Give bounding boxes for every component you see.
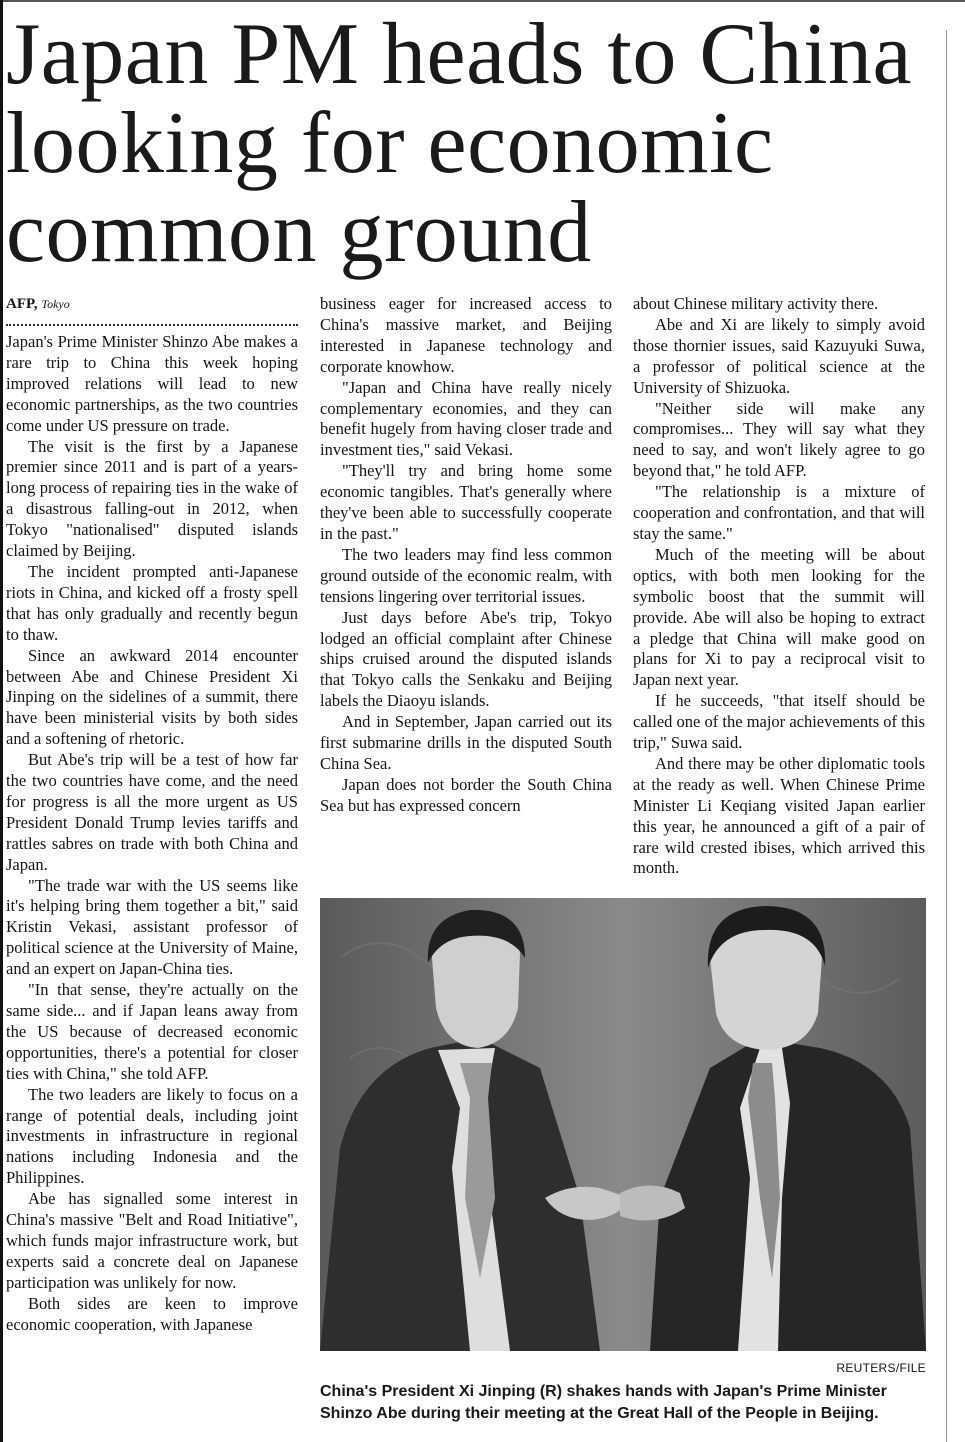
paragraph: The visit is the first by a Japanese premier since 2011 and is part of a years-long process of repairing ties in the wake of a disastrous falling-out in 2012, when Tokyo "nationalised" disputed islands claimed by Beijing. xyxy=(6,436,298,561)
news-photo xyxy=(320,898,926,1351)
byline-divider xyxy=(6,314,298,326)
paragraph: Abe has signalled some interest in China's massive "Belt and Road Initiative", which funds major infrastructure work, but experts said a concrete deal on Japanese participation was unlikely for now. xyxy=(6,1189,298,1292)
paragraph: And there may be other diplomatic tools at the ready as well. When Chinese Prime Minister Li Keqiang visited Japan earlier this year, he announced a gift of a pair of rare wild crested ibises, which arrived this month. xyxy=(633,753,925,878)
headline: Japan PM heads to China looking for economic common ground xyxy=(6,6,913,281)
article-column-3 xyxy=(633,294,925,879)
paragraph: But Abe's trip will be a test of how far the two countries have come, and the need for progress is all the more urgent as US President Donald Trump levies tariffs and rattles sabres on trade with both China and Japan. xyxy=(6,750,298,874)
paragraph: Japan's Prime Minister Shinzo Abe makes a rare trip to China this week hoping improved relations will lead to new economic partnerships, as the two countries come under US pressure on trade. xyxy=(6,332,298,435)
byline xyxy=(6,294,298,314)
paragraph: If he succeeds, "that itself should be called one of the major achievements of this trip," Suwa said. xyxy=(633,691,925,753)
article-column-1 xyxy=(6,294,298,1336)
left-rule xyxy=(0,0,3,1442)
paragraph: "They'll try and bring home some economic tangibles. That's generally where they've been able to successfully cooperate in the past." xyxy=(320,461,612,543)
paragraph: The two leaders are likely to focus on a range of potential deals, including joint investments in infrastructure in regional nations including Indonesia and the Philippines. xyxy=(6,1084,298,1188)
byline-agency: AFP, xyxy=(6,296,38,312)
paragraph: "The relationship is a mixture of cooperation and confrontation, and that will stay the same." xyxy=(633,482,925,543)
byline-city: Tokyo xyxy=(41,297,70,311)
paragraph: Much of the meeting will be about optics, with both men looking for the symbolic boost that the summit will provide. Abe will also be hoping to extract a pledge that China will make good on plans for Xi to pay a reciprocal visit to Japan next year. xyxy=(633,544,925,690)
paragraph: Both sides are keen to improve economic cooperation, with Japanese xyxy=(6,1293,298,1334)
photo-caption: China's President Xi Jinping (R) shakes hands with Japan's Prime Minister Shinzo Abe during their meeting at the Great Hall of the People in Beijing. xyxy=(320,1383,887,1422)
paragraph: The incident prompted anti-Japanese riots in China, and kicked off a frosty spell that has only gradually and recently begun to thaw. xyxy=(6,561,298,644)
paragraph: "Japan and China have really nicely complementary economies, and they can benefit hugely from having closer trade and investment ties," said Vekasi. xyxy=(320,377,612,460)
paragraph: Japan does not border the South China Sea but has expressed concern xyxy=(320,774,612,815)
right-rule xyxy=(946,30,947,1442)
top-rule xyxy=(0,0,965,2)
paragraph: The two leaders may find less common ground outside of the economic realm, with tensions lingering over territorial issues. xyxy=(320,544,612,606)
paragraph: "In that sense, they're actually on the same side... and if Japan leans away from the US because of decreased economic opportunities, there's a potential for closer ties with China," she told AFP. xyxy=(6,980,298,1083)
paragraph: Since an awkward 2014 encounter between Abe and Chinese President Xi Jinping on the sidelines of a summit, there have been ministerial visits by both sides and a softening of rhetoric. xyxy=(6,645,298,749)
handshake-illustration xyxy=(320,898,926,1351)
paragraph: Abe and Xi are likely to simply avoid those thornier issues, said Kazuyuki Suwa, a professor of political science at the University of Shizuoka. xyxy=(633,314,925,397)
article-column-2 xyxy=(320,294,612,817)
paragraph: about Chinese military activity there. xyxy=(633,294,879,313)
photo-credit: REUTERS/FILE xyxy=(836,1361,926,1375)
paragraph: business eager for increased access to China's massive market, and Beijing interested in Japanese technology and corporate knowhow. xyxy=(320,294,612,376)
paragraph: Just days before Abe's trip, Tokyo lodged an official complaint after Chinese ships cruised around the disputed islands that Tokyo calls the Senkaku and Beijing labels the Diaoyu islands. xyxy=(320,607,612,711)
paragraph: "Neither side will make any compromises... They will say what they need to say, and won't likely agree to go beyond that," he told AFP. xyxy=(633,398,925,481)
paragraph: And in September, Japan carried out its first submarine drills in the disputed South China Sea. xyxy=(320,712,612,773)
paragraph: "The trade war with the US seems like it's helping bring them together a bit," said Kristin Vekasi, assistant professor of political science at the University of Maine, and an expert on Japan-China ties. xyxy=(6,875,298,979)
